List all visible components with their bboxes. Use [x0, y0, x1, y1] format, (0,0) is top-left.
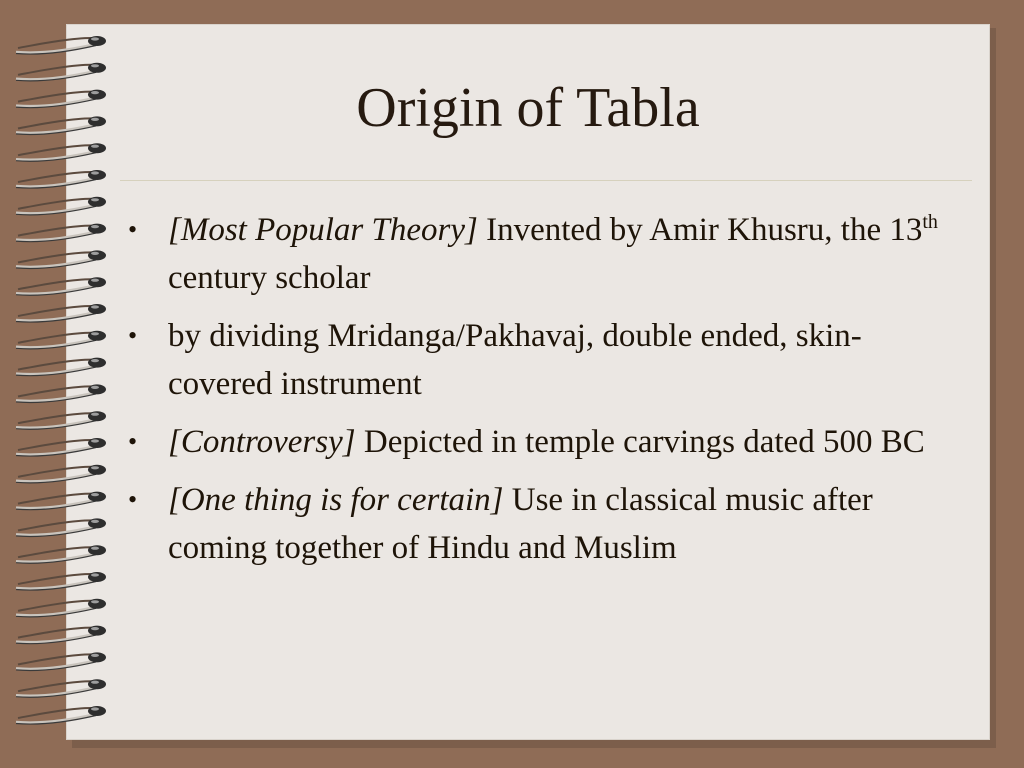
spiral-ring-icon	[16, 438, 106, 456]
bullet-item	[128, 312, 958, 408]
bullet-text: Invented by Amir Khusru, the 13	[477, 212, 923, 248]
bullet-item	[128, 418, 958, 466]
bullet-marker	[128, 476, 148, 524]
spiral-ring-icon	[16, 143, 106, 161]
title-divider	[120, 180, 972, 181]
bullet-list	[128, 206, 958, 582]
bullet-item	[128, 476, 958, 572]
bullet-superscript: th	[922, 211, 938, 233]
spiral-ring-icon	[16, 599, 106, 617]
spiral-ring-icon	[16, 384, 106, 402]
spiral-ring-icon	[16, 304, 106, 322]
spiral-ring-icon	[16, 626, 106, 644]
bullet-emphasis: [Most Popular Theory]	[168, 212, 478, 248]
spiral-ring-icon	[16, 652, 106, 670]
bullet-item	[128, 206, 958, 302]
spiral-ring-icon	[16, 250, 106, 268]
bullet-text: Depicted in temple carvings dated 500 BC	[355, 424, 925, 460]
spiral-ring-icon	[16, 36, 106, 54]
slide-title: Origin of Tabla	[356, 77, 700, 139]
spiral-ring-icon	[16, 197, 106, 215]
bullet-text-continued: century scholar	[168, 260, 371, 296]
spiral-ring-icon	[16, 331, 106, 349]
spiral-ring-icon	[16, 277, 106, 295]
bullet-emphasis: [Controversy]	[168, 424, 356, 460]
spiral-ring-icon	[16, 358, 106, 376]
spiral-ring-icon	[16, 492, 106, 510]
spiral-ring-icon	[16, 706, 106, 724]
bullet-text: Use in classical music after coming together of Hindu and Muslim	[168, 482, 873, 566]
bullet-emphasis: [One thing is for certain]	[168, 482, 504, 518]
spiral-ring-icon	[16, 545, 106, 563]
spiral-ring-icon	[16, 572, 106, 590]
spiral-ring-icon	[16, 170, 106, 188]
bullet-marker	[128, 206, 148, 254]
bullet-text: by dividing Mridanga/Pakhavaj, double ended, skin-covered instrument	[168, 318, 862, 402]
spiral-ring-icon	[16, 465, 106, 483]
bullet-marker	[128, 312, 148, 360]
bullet-marker	[128, 418, 148, 466]
spiral-ring-icon	[16, 411, 106, 429]
spiral-ring-icon	[16, 518, 106, 536]
spiral-ring-icon	[16, 679, 106, 697]
spiral-ring-icon	[16, 224, 106, 242]
